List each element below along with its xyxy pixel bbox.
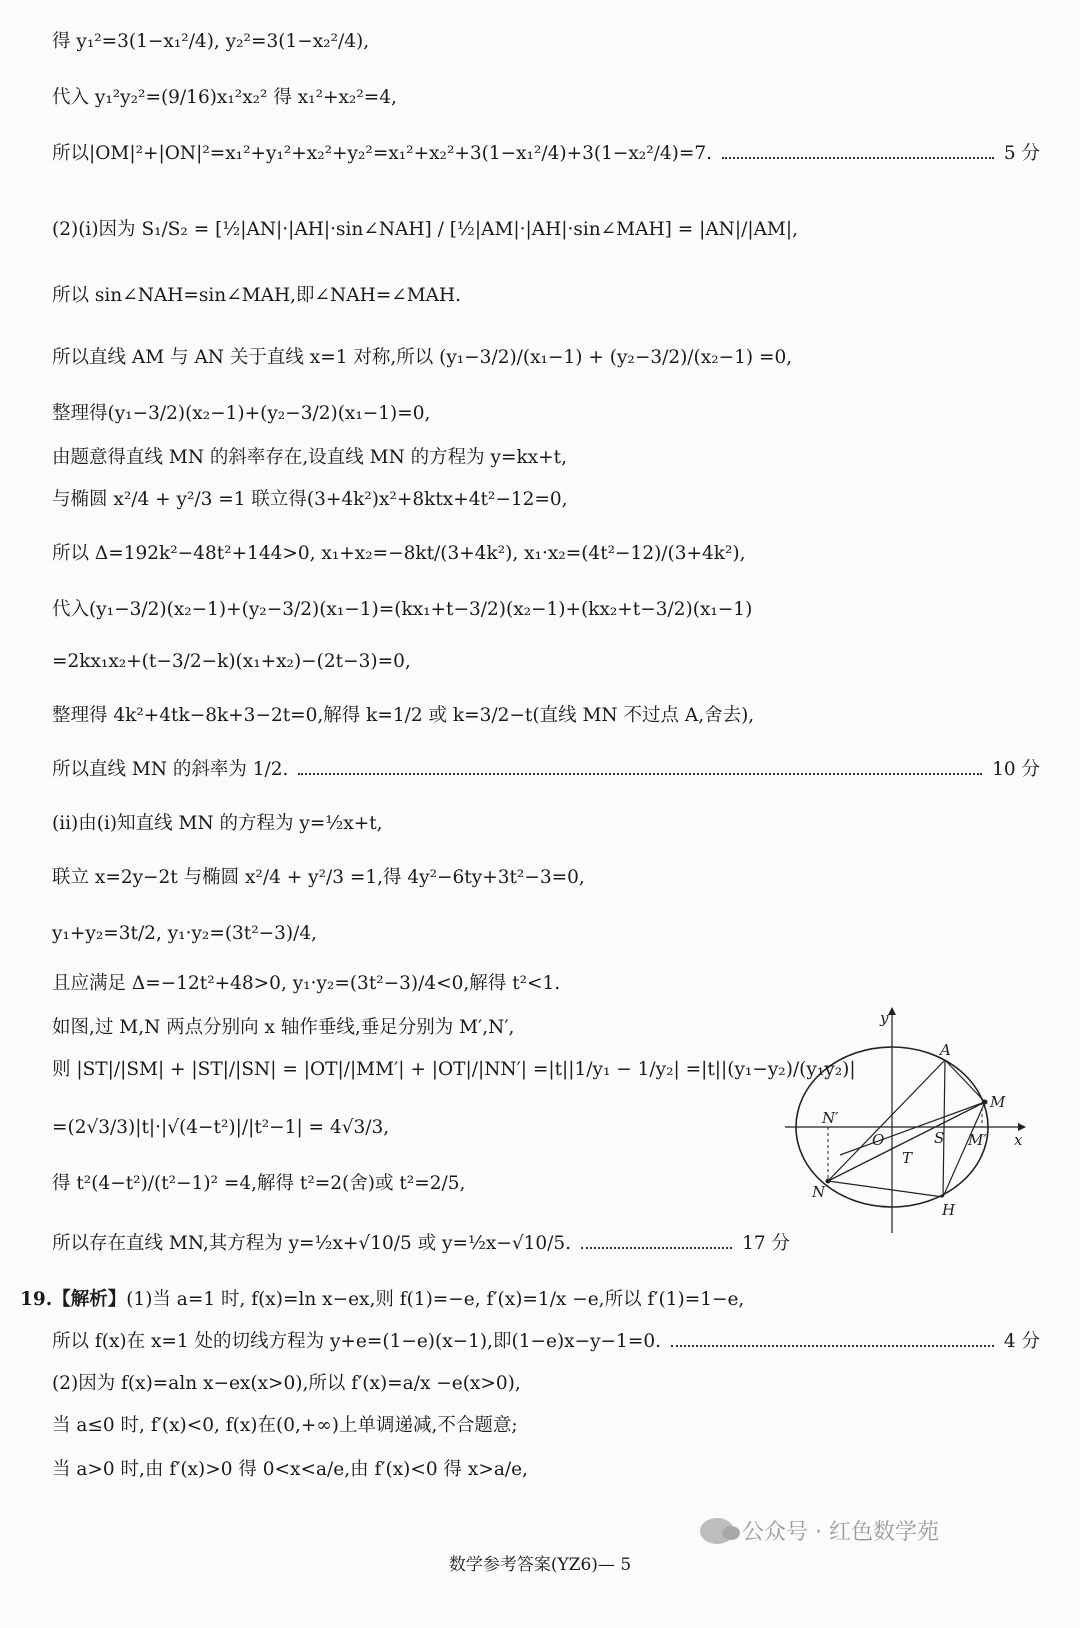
solution-line	[52, 402, 1040, 426]
line-text: (2)(ⅰ)因为 S₁/S₂ = [½|AN|·|AH|·sin∠NAH] / [½|AM|·|AH|·sin∠MAH] = |AN|/|AM|,	[52, 219, 798, 240]
solution-line	[52, 650, 1040, 674]
label-y: y	[880, 1009, 889, 1027]
diagram-lines	[828, 1060, 985, 1197]
label-m-prime: M′	[968, 1131, 987, 1149]
line-text: =2kx₁x₂+(t−3/2−k)(x₁+x₂)−(2t−3)=0,	[52, 651, 411, 672]
label-m: M	[990, 1093, 1006, 1111]
solution-line	[52, 758, 1040, 782]
analysis-label: 【解析】	[52, 1289, 127, 1310]
leader-dots	[581, 1247, 732, 1249]
solution-line	[52, 704, 1040, 728]
solution-line	[20, 1288, 1040, 1312]
score-points: 10 分	[992, 759, 1040, 780]
line-text: 当 a>0 时,由 f′(x)>0 得 0<x<a/e,由 f′(x)<0 得 x>a/e,	[52, 1459, 528, 1480]
solution-line	[52, 30, 1040, 54]
line-text: 所以 f(x)在 x=1 处的切线方程为 y+e=(1−e)(x−1),即(1−e)x−y−1=0.	[52, 1331, 661, 1352]
solution-line	[52, 1372, 1040, 1396]
leader-dots	[722, 157, 994, 159]
solution-line	[52, 598, 1040, 622]
line-text: 所以直线 MN 的斜率为 1/2.	[52, 759, 289, 780]
label-o: O	[872, 1131, 885, 1149]
wechat-icon	[700, 1518, 734, 1544]
line-text: 所以直线 AM 与 AN 关于直线 x=1 对称,所以 (y₁−3/2)/(x₁−1) + (y₂−3/2)/(x₂−1) =0,	[52, 347, 793, 368]
solution-line	[52, 1232, 790, 1256]
score-points: 4 分	[1003, 1331, 1040, 1352]
line-text: (1)当 a=1 时, f(x)=ln x−ex,则 f(1)=−e, f′(x)=1/x −e,所以 f′(1)=1−e,	[126, 1289, 745, 1310]
solution-line	[52, 542, 1040, 566]
label-t: T	[902, 1149, 913, 1167]
line-text: 所以 sin∠NAH=sin∠MAH,即∠NAH=∠MAH.	[52, 285, 462, 306]
label-h: H	[942, 1201, 956, 1219]
question-number: 19.	[20, 1289, 53, 1310]
line-text: 所以 Δ=192k²−48t²+144>0, x₁+x₂=−8kt/(3+4k²), x₁·x₂=(4t²−12)/(3+4k²),	[52, 543, 746, 564]
line-text: 则 |ST|/|SM| + |ST|/|SN| = |OT|/|MM′| + |OT|/|NN′| =|t||1/y₁ − 1/y₂| =|t||(y₁−y₂)/(y₁y₂)|	[52, 1059, 856, 1080]
solution-line	[52, 284, 1040, 308]
line-text: 整理得 4k²+4tk−8k+3−2t=0,解得 k=1/2 或 k=3/2−t(直线 MN 不过点 A,舍去),	[52, 705, 755, 726]
line-text: 得 t²(4−t²)/(t²−1)² =4,解得 t²=2(舍)或 t²=2/5,	[52, 1173, 466, 1194]
label-n: N	[812, 1183, 826, 1201]
ellipse-diagram	[780, 1005, 1040, 1235]
line-text: 得 y₁²=3(1−x₁²/4), y₂²=3(1−x₂²/4),	[52, 31, 370, 52]
solution-line	[52, 1330, 1040, 1354]
solution-line	[52, 218, 1040, 242]
line-text: =(2√3/3)|t|·|√(4−t²)|/|t²−1| = 4√3/3,	[52, 1117, 390, 1138]
line-text: (ⅱ)由(ⅰ)知直线 MN 的方程为 y=½x+t,	[52, 813, 383, 834]
y-axis-arrow	[888, 1007, 896, 1015]
label-x: x	[1014, 1131, 1023, 1149]
page-footer: 数学参考答案(YZ6)— 5	[448, 1555, 632, 1575]
solution-line	[52, 812, 1040, 836]
line-text: 且应满足 Δ=−12t²+48>0, y₁·y₂=(3t²−3)/4<0,解得 t²<1.	[52, 973, 561, 994]
solution-line	[52, 866, 1040, 890]
leader-dots	[671, 1345, 994, 1347]
solution-line	[52, 346, 1040, 370]
point-m	[983, 1100, 988, 1105]
leader-dots	[298, 773, 982, 775]
solution-line	[52, 142, 1040, 166]
line-text: 如图,过 M,N 两点分别向 x 轴作垂线,垂足分别为 M′,N′,	[52, 1017, 515, 1038]
solution-line	[52, 972, 1040, 996]
line-text: 所以存在直线 MN,其方程为 y=½x+√10/5 或 y=½x−√10/5.	[52, 1233, 572, 1254]
watermark-text: 公众号 · 红色数学苑	[742, 1520, 939, 1545]
line-text: 当 a≤0 时, f′(x)<0, f(x)在(0,+∞)上单调递减,不合题意;	[52, 1415, 518, 1436]
line-text: 整理得(y₁−3/2)(x₂−1)+(y₂−3/2)(x₁−1)=0,	[52, 403, 431, 424]
solution-line	[52, 86, 1040, 110]
point-n	[826, 1179, 831, 1184]
watermark	[700, 1515, 939, 1546]
solution-line	[52, 1458, 1040, 1482]
label-a: A	[940, 1041, 951, 1059]
solution-line	[52, 446, 1040, 470]
line-text: 所以|OM|²+|ON|²=x₁²+y₁²+x₂²+y₂²=x₁²+x₂²+3(1−x₁²/4)+3(1−x₂²/4)=7.	[52, 143, 713, 164]
line-text: y₁+y₂=3t/2, y₁·y₂=(3t²−3)/4,	[52, 923, 318, 944]
x-axis-arrow	[1018, 1123, 1026, 1131]
line-text: (2)因为 f(x)=aln x−ex(x>0),所以 f′(x)=a/x −e(x>0),	[52, 1373, 521, 1394]
score-points: 5 分	[1003, 143, 1040, 164]
line-text: 与椭圆 x²/4 + y²/3 =1 联立得(3+4k²)x²+8ktx+4t²−12=0,	[52, 489, 568, 510]
line-text: 由题意得直线 MN 的斜率存在,设直线 MN 的方程为 y=kx+t,	[52, 447, 567, 468]
line-text: 代入 y₁²y₂²=(9/16)x₁²x₂² 得 x₁²+x₂²=4,	[52, 87, 397, 108]
solution-line	[52, 1414, 1040, 1438]
solution-line	[52, 488, 1040, 512]
solution-line	[52, 922, 1040, 946]
line-text: 代入(y₁−3/2)(x₂−1)+(y₂−3/2)(x₁−1)=(kx₁+t−3/2)(x₂−1)+(kx₂+t−3/2)(x₁−1)	[52, 599, 753, 620]
label-n-prime: N′	[822, 1109, 839, 1127]
line-text: 联立 x=2y−2t 与椭圆 x²/4 + y²/3 =1,得 4y²−6ty+3t²−3=0,	[52, 867, 585, 888]
score-points: 17 分	[742, 1233, 790, 1254]
label-s: S	[934, 1129, 945, 1147]
